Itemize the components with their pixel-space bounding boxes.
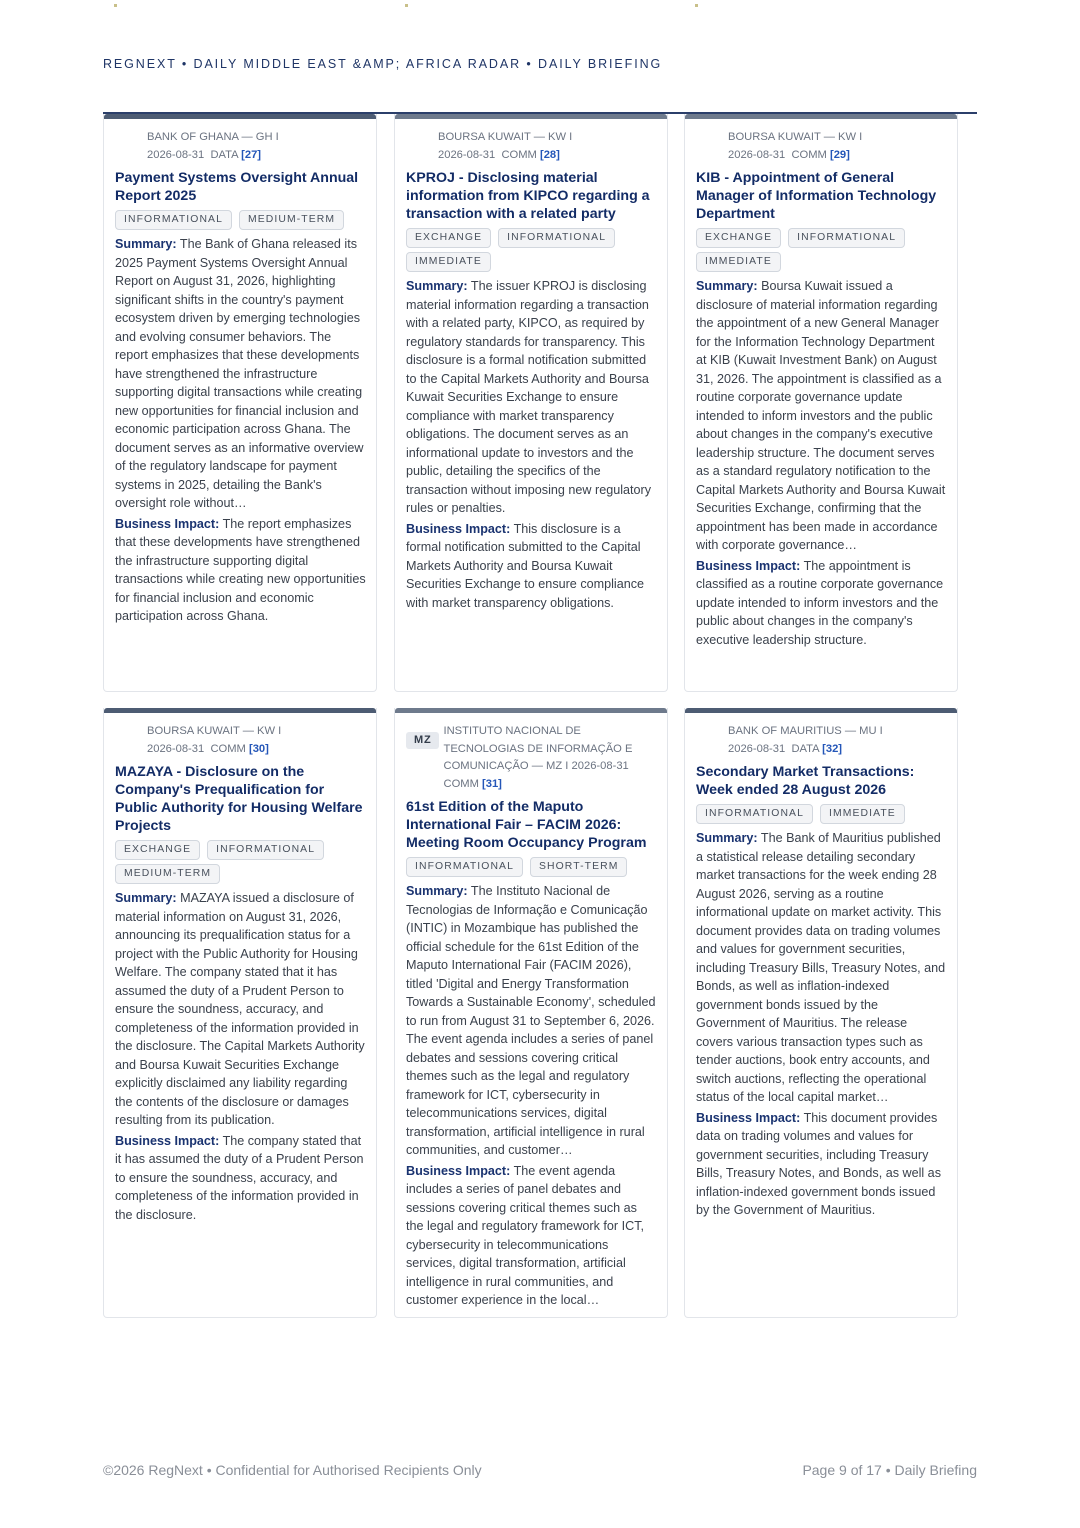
summary-label: Summary: [115,237,177,251]
card-meta [115,129,366,164]
impact-text: The event agenda includes a series of panel debates and sessions covering critical themes such as the legal and regulatory framework for ICT, cybersecurity in telecommunications services, digital transformation, artificial intelligence in rural communities, and customer experience in the local… [406,1163,644,1307]
summary-label: Summary: [696,279,758,293]
impact-text: The company stated that it has assumed the duty of a Prudent Person to ensure the soundness, accuracy, and completeness of the information provided in the disclosure. [115,1133,364,1222]
impact-label: Business Impact: [115,1133,220,1148]
card-meta [406,723,657,793]
card-ref-link[interactable]: [31] [482,777,502,790]
card-source: INSTITUTO NACIONAL DE TECNOLOGIAS DE INFORMAÇÃO E COMUNICAÇÃO — MZ I [443,725,633,772]
briefing-card [684,708,958,1318]
card-summary [406,882,657,1160]
card-date: 2026-08-31 [728,742,786,755]
card-ref-link[interactable]: [32] [822,742,843,755]
card-tags [696,804,947,824]
card-ref-link[interactable]: [30] [248,742,269,755]
impact-text: The report emphasizes that these developments have strengthened the infrastructure supporting digital transactions while creating new opportunities for financial inclusion and economic participation across Ghana. [115,516,366,623]
card-date-line [728,147,947,165]
summary-label: Summary: [406,884,468,898]
card-tags [696,228,947,272]
card-date: 2026-08-31 [438,148,496,161]
card-source: BANK OF GHANA — GH I [147,131,279,143]
impact-text: The appointment is classified as a routine corporate governance update intended to inform investors and the public about changes in the company's executive leadership structure. [696,558,944,647]
impact-text: This document provides data on trading volumes and values for government securities, including Treasury Bills, Treasury Notes, and Bonds, as well as inflation-indexed government bonds issued by the Government of Mauritius. [696,1110,941,1217]
card-date: 2026-08-31 [147,742,205,755]
crop-mark [114,4,117,7]
card-impact [406,520,657,613]
footer-copyright: ©2026 RegNext • Confidential for Authorised Recipients Only [103,1462,482,1478]
card-type: COMM [443,777,479,790]
card-impact [115,515,366,626]
tag-badge: INFORMATIONAL [115,210,232,230]
card-source-block [443,723,657,793]
summary-label: Summary: [115,891,177,905]
impact-label: Business Impact: [696,1110,801,1125]
tag-badge: MEDIUM-TERM [239,210,344,230]
tag-badge: EXCHANGE [696,228,781,248]
briefing-card [103,114,377,692]
summary-text: Boursa Kuwait issued a disclosure of material information regarding the appointment of a new General Manager for the Information Technology Department at KIB (Kuwait Investment Bank) on August 31, 2026. The appointment is classified as a routine corporate governance update intended to inform investors and the public about changes in the company's executive leadership structure. The document serves as a standard regulatory notification to the Capital Markets Authority and Boursa Kuwait Securities Exchange, confirming that the appointment has been made in accordance with corporate governance… [696,279,946,552]
card-summary [696,277,947,555]
card-impact [696,557,947,650]
tag-badge: INFORMATIONAL [406,857,523,877]
card-date-line [438,147,657,165]
briefing-card [103,708,377,1318]
summary-text: The Bank of Mauritius published a statistical release detailing secondary market transactions for the week ending 28 August 2026, serving as a routine informational update on market activity. This document provides data on trading volumes and values for government securities, including Treasury Bills, Treasury Notes, and Bonds, as well as inflation-indexed government bonds issued by the Government of Mauritius. The release covers various transaction types such as tender auctions, book entry accounts, and switch auctions, reflecting the operational status of the local capital market… [696,831,946,1104]
summary-text: The Bank of Ghana released its 2025 Payment Systems Oversight Annual Report on August 31, 2026, highlighting significant shifts in the country's payment ecosystem driven by emerging technologies and evolving consumer behaviors. The report emphasizes that these developments have strengthened the infrastructure supporting digital transactions while creating new opportunities for financial inclusion and economic participation across Ghana. The document serves as an informative overview of the regulatory landscape for payment systems in 2025, detailing the Bank's oversight role without… [115,237,364,510]
card-date-line [147,741,366,759]
card-summary [696,829,947,1107]
page-marks [0,4,1080,10]
summary-text: MAZAYA issued a disclosure of material information on August 31, 2026, announcing its prequalification status for a project with the Public Authority for Housing Welfare. The company stated that it has assumed the duty of a Prudent Person to ensure the soundness, accuracy, and completeness of the information provided in the disclosure. The Capital Markets Authority and Boursa Kuwait Securities Exchange explicitly disclaimed any liability regarding the contents of the disclosure or damages resulting from its publication. [115,891,365,1127]
impact-label: Business Impact: [406,521,511,536]
card-tags [115,840,366,884]
card-impact [406,1162,657,1310]
card-meta [696,129,947,164]
impact-label: Business Impact: [696,558,801,573]
impact-label: Business Impact: [115,516,220,531]
card-impact [696,1109,947,1220]
briefing-card [394,114,668,692]
card-source: BOURSA KUWAIT — KW I [728,131,863,143]
card-type: DATA [210,148,239,161]
card-meta [406,129,657,164]
card-tags [406,857,657,877]
tag-badge: INFORMATIONAL [788,228,905,248]
card-date: 2026-08-31 [728,148,786,161]
card-date: 2026-08-31 [571,760,629,772]
card-source: BOURSA KUWAIT — KW I [147,725,282,737]
tag-badge: INFORMATIONAL [207,840,324,860]
card-title: KIB - Appointment of General Manager of Information Technology Department [696,170,937,222]
tag-badge: IMMEDIATE [696,252,781,272]
country-badge: MZ [406,732,439,749]
card-ref-link[interactable]: [28] [539,148,560,161]
tag-badge: INFORMATIONAL [498,228,615,248]
card-title: KPROJ - Disclosing material information from KIPCO regarding a transaction with a related party [406,170,650,222]
card-meta [115,723,366,758]
briefing-card [394,708,668,1318]
summary-text: The issuer KPROJ is disclosing material information regarding a transaction with a related party, KIPCO, as required by regulatory standards for transparency. This disclosure is a formal notification submitted to the Capital Markets Authority and Boursa Kuwait Securities Exchange to ensure compliance with market transparency obligations. The document serves as an informational update to investors and the public, detailing the specifics of the transaction without imposing new regulatory rules or penalties. [406,279,652,515]
card-title: MAZAYA - Disclosure on the Company's Prequalification for Public Authority for Housing Welfare Projects [115,764,363,834]
card-impact [115,1132,366,1225]
impact-text: This disclosure is a formal notification submitted to the Capital Markets Authority and Boursa Kuwait Securities Exchange to ensure compliance with market transparency obligations. [406,521,645,610]
card-title: 61st Edition of the Maputo International Fair – FACIM 2026: Meeting Room Occupancy Program [406,799,647,851]
card-type: DATA [791,742,820,755]
card-title: Secondary Market Transactions: Week ended 28 August 2026 [696,764,915,798]
card-tags [406,228,657,272]
tag-badge: MEDIUM-TERM [115,864,220,884]
card-title: Payment Systems Oversight Annual Report 2025 [115,170,359,204]
card-type: COMM [791,148,827,161]
card-tags [115,210,366,230]
impact-label: Business Impact: [406,1163,511,1178]
tag-badge: EXCHANGE [406,228,491,248]
card-date: 2026-08-31 [147,148,205,161]
card-summary [115,889,366,1130]
tag-badge: EXCHANGE [115,840,200,860]
card-ref-link[interactable]: [29] [829,148,850,161]
crop-mark [695,4,698,7]
card-source: BANK OF MAURITIUS — MU I [728,725,883,737]
card-date-line [147,147,366,165]
summary-label: Summary: [696,831,758,845]
tag-badge: IMMEDIATE [406,252,491,272]
summary-text: The Instituto Nacional de Tecnologias de Informação e Comunicação (INTIC) in Mozambique has published the official schedule for the 61st Edition of the Maputo International Fair (FACIM 2026), titled 'Digital and Energy Transformation Towards a Sustainable Economy', scheduled to run from August 31 to September 6, 2026. The event agenda includes a series of panel debates and sessions covering critical themes such as the legal and regulatory framework for ICT, cybersecurity in telecommunications services, digital transformation, artificial intelligence in rural communities, and customer… [406,884,656,1157]
summary-label: Summary: [406,279,468,293]
card-summary [115,235,366,513]
tag-badge: IMMEDIATE [820,804,905,824]
card-ref-link[interactable]: [27] [241,148,262,161]
card-meta [696,723,947,758]
footer-page-number: Page 9 of 17 • Daily Briefing [802,1462,977,1478]
tag-badge: SHORT-TERM [530,857,628,877]
card-date-line [728,741,947,759]
card-type: COMM [501,148,537,161]
card-type: COMM [210,742,246,755]
crop-mark [405,4,408,7]
card-summary [406,277,657,518]
tag-badge: INFORMATIONAL [696,804,813,824]
briefing-card [684,114,958,692]
page-header: REGNEXT • DAILY MIDDLE EAST &AMP; AFRICA RADAR • DAILY BRIEFING [103,57,663,71]
card-source: BOURSA KUWAIT — KW I [438,131,573,143]
